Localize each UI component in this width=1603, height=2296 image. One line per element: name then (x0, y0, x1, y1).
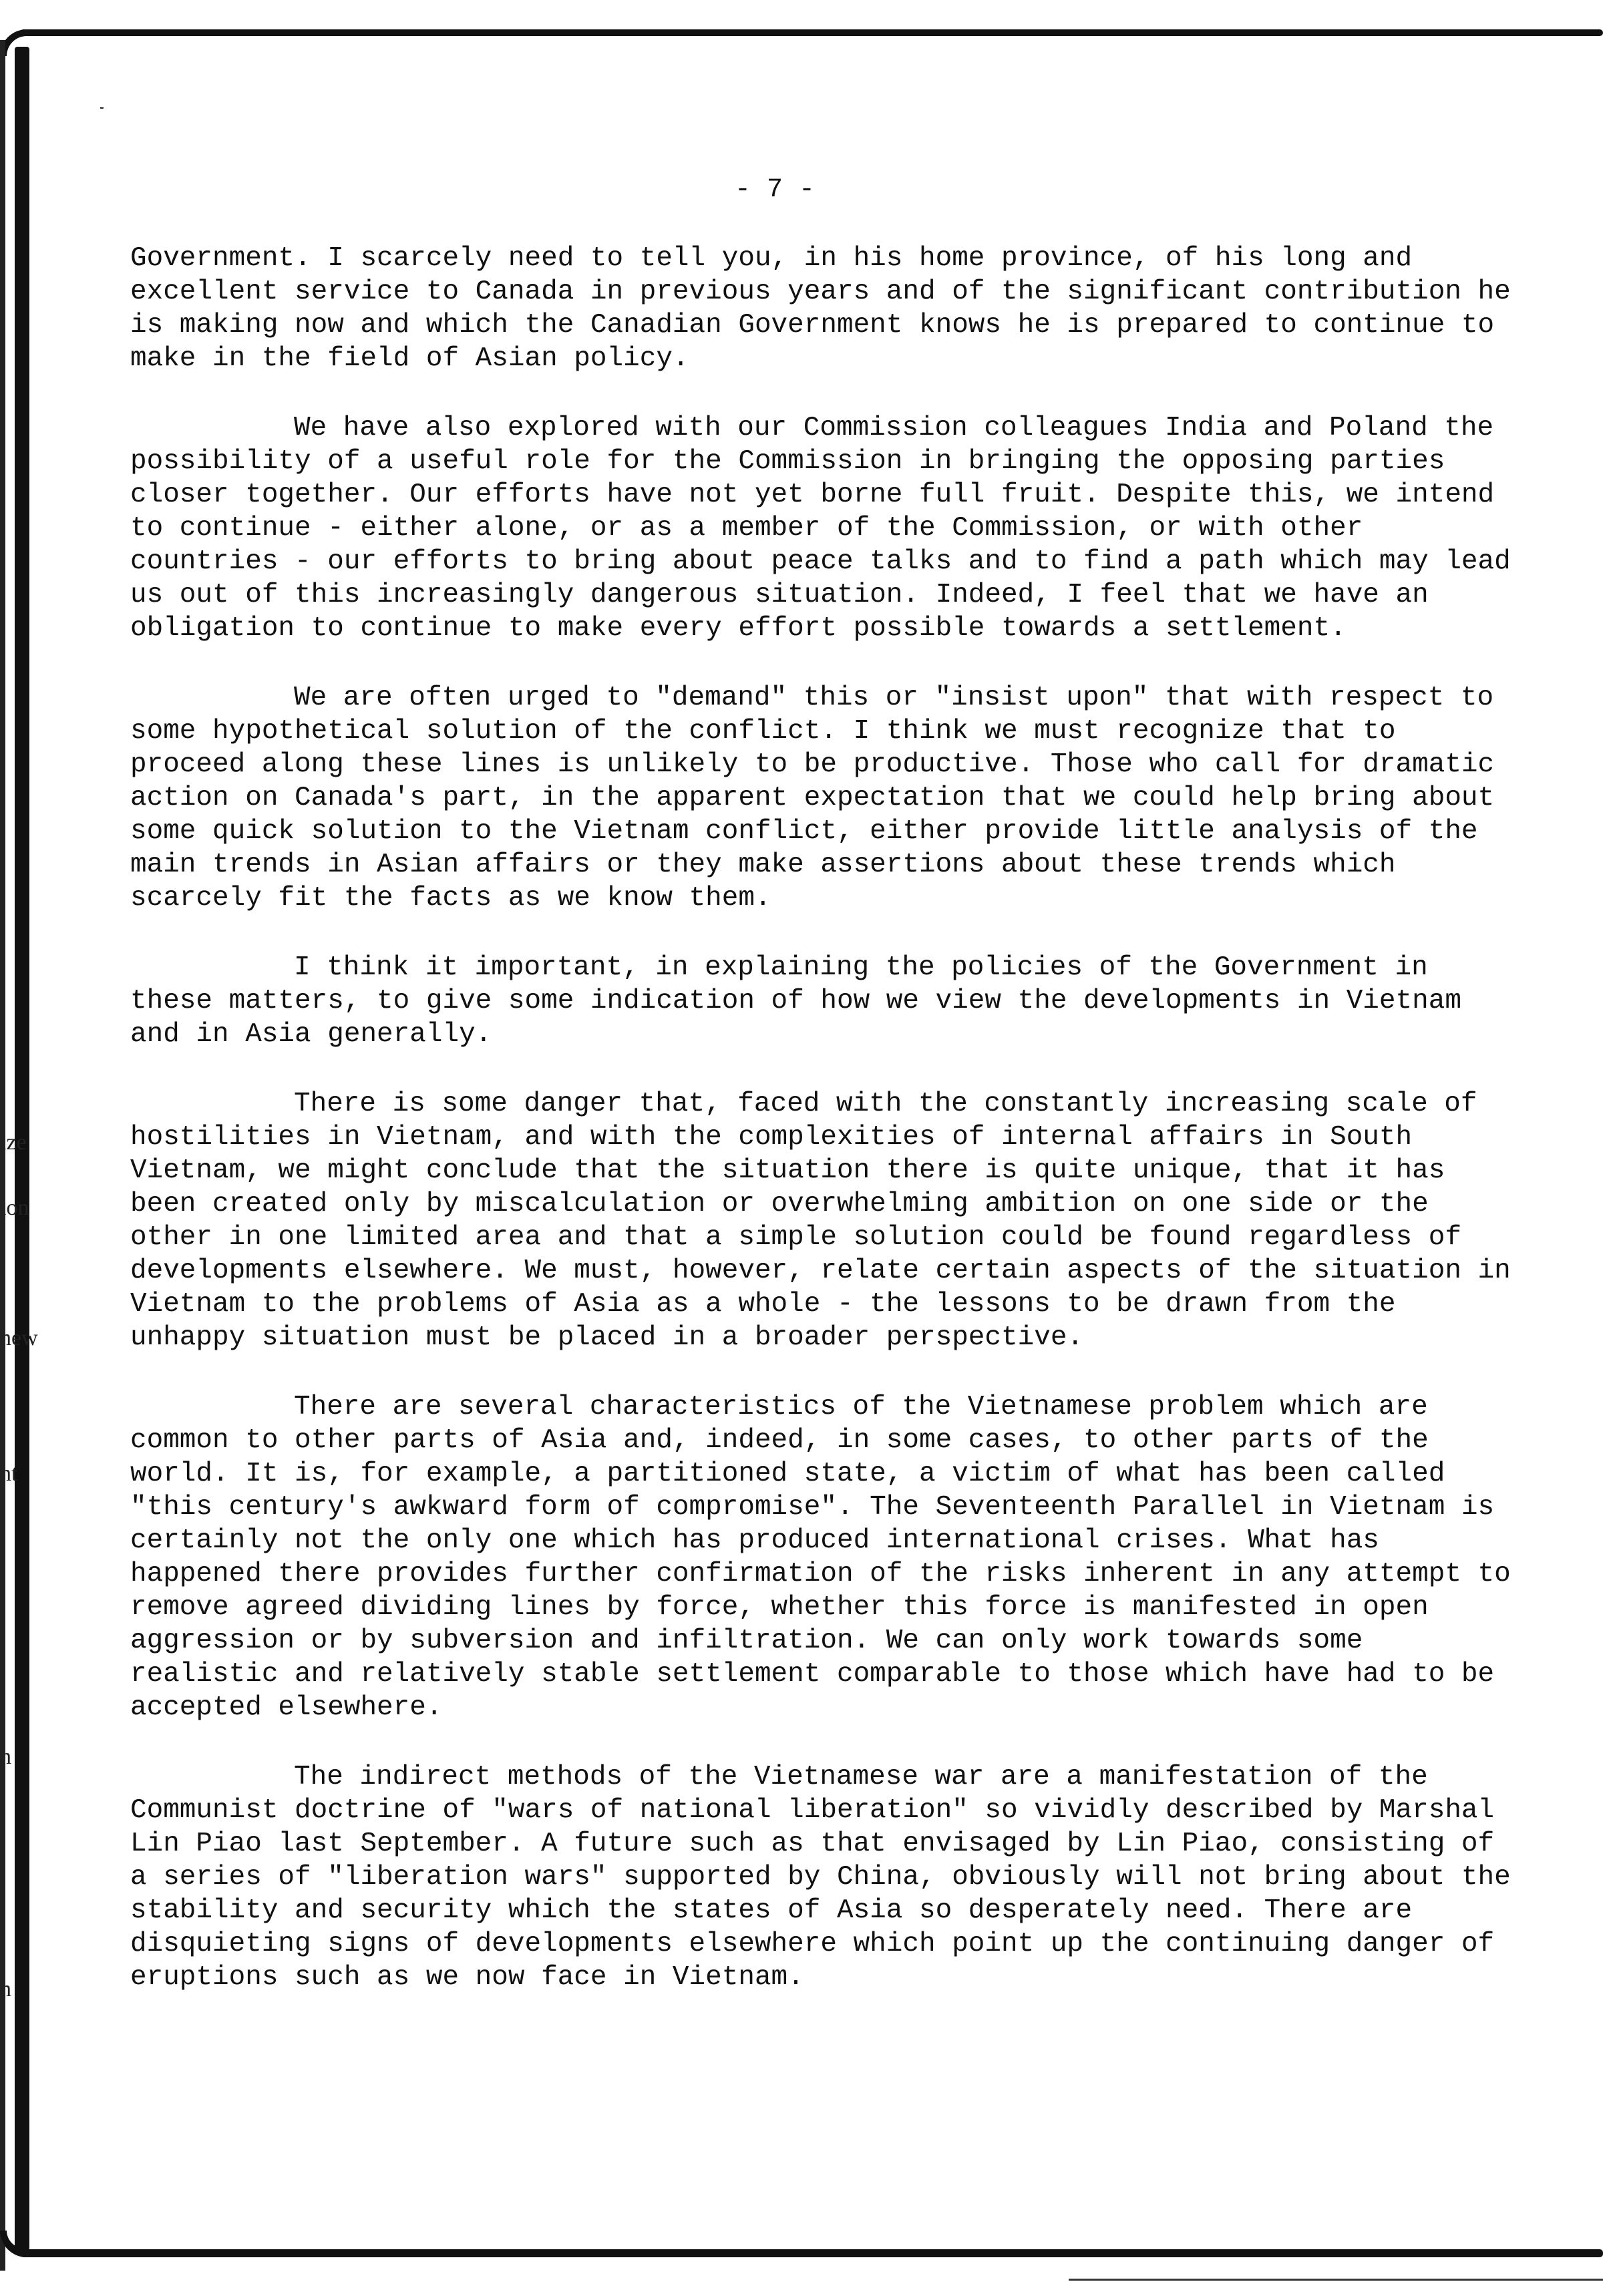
margin-fragment: ize (0, 1130, 27, 1155)
margin-fragment: n (0, 1744, 11, 1769)
paragraph-government-continuation: Government. I scarcely need to tell you, in his home province, of his long and excellent service to Canada in previous years and of the significant contribution he is making now and which the Canadian Government knows he is prepared to continue to make in the field of Asian policy. (130, 243, 1511, 374)
paragraph-indirect-methods: The indirect methods of the Vietnamese war are a manifestation of the Communist doctrine of "wars of national liberation" so vividly described by Marshal Lin Piao last September. A future such as that envisaged by Lin Piao, consisting of a series of "liberation wars" supported by China, obviously will not bring about the stability and security which the states of Asia so desperately need. There are disquieting signs of developments elsewhere which point up the continuing danger of eruptions such as we now face in Vietnam. (130, 1762, 1511, 1993)
page-number: - 7 - (735, 175, 816, 205)
document-body (130, 242, 1520, 2030)
page-border-bottom-edge (1069, 2279, 1603, 2281)
paragraph-commission-efforts: We have also explored with our Commission colleagues India and Poland the possibility of a useful role for the Commission in bringing the opposing parties closer together. Our efforts have not yet borne full fruit. Despite this, we intend to continue - either alone, or as a member of the Commission, or with other countries - our efforts to bring about peace talks and to find a path which may lead us out of this increasingly dangerous situation. Indeed, I feel that we have an obligation to continue to make every effort possible towards a settlement. (130, 413, 1511, 644)
page-border-top (20, 29, 1603, 36)
paragraph-characteristics: There are several characteristics of the Vietnamese problem which are common to other parts of Asia and, indeed, in some cases, to other parts of the world. It is, for example, a partitioned state, a victim of what has been called "this century's awkward form of compromise". The Seventeenth Parallel in Vietnam is certainly not the only one which has produced international crises. What has happened there provides further confirmation of the risks inherent in any attempt to remove agreed dividing lines by force, whether this force is manifested in open aggression or by subversion and infiltration. We can only work towards some realistic and relatively stable settlement comparable to those which have had to be accepted elsewhere. (130, 1392, 1511, 1723)
margin-fragment: n (0, 1977, 11, 2001)
paragraph-demand-insist: We are often urged to "demand" this or "insist upon" that with respect to some hypothetical solution of the conflict. I think we must recognize that to proceed along these lines is unlikely to be productive. Those who call for dramatic action on Canada's part, in the apparent expectation that we could help bring about some quick solution to the Vietnam conflict, either provide little analysis of the main trends in Asian affairs or they make assertions about these trends which scarcely fit the facts as we know them. (130, 683, 1495, 914)
margin-fragment: new (0, 1326, 38, 1350)
margin-fragment: ion (0, 1195, 29, 1220)
page-border-left-outer (0, 40, 5, 2271)
paragraph-danger-unique: There is some danger that, faced with the constantly increasing scale of hostilities in Vietnam, and with the complexities of internal affairs in South Vietnam, we might conclude that the situation there is quite unique, that it has been created only by miscalculation or overwhelming ambition on one side or the other in one limited area and that a simple solution could be found regardless of developments elsewhere. We must, however, relate certain aspects of the situation in Vietnam to the problems of Asia as a whole - the lessons to be drawn from the unhappy situation must be placed in a broader perspective. (130, 1089, 1511, 1353)
page-border-bottom (20, 2249, 1603, 2257)
scan-speck (100, 107, 104, 109)
margin-fragment: nt (0, 1461, 18, 1486)
paragraph-explaining-policies: I think it important, in explaining the policies of the Government in these matters, to give some indication of how we view the developments in Vietnam and in Asia generally. (130, 952, 1461, 1050)
